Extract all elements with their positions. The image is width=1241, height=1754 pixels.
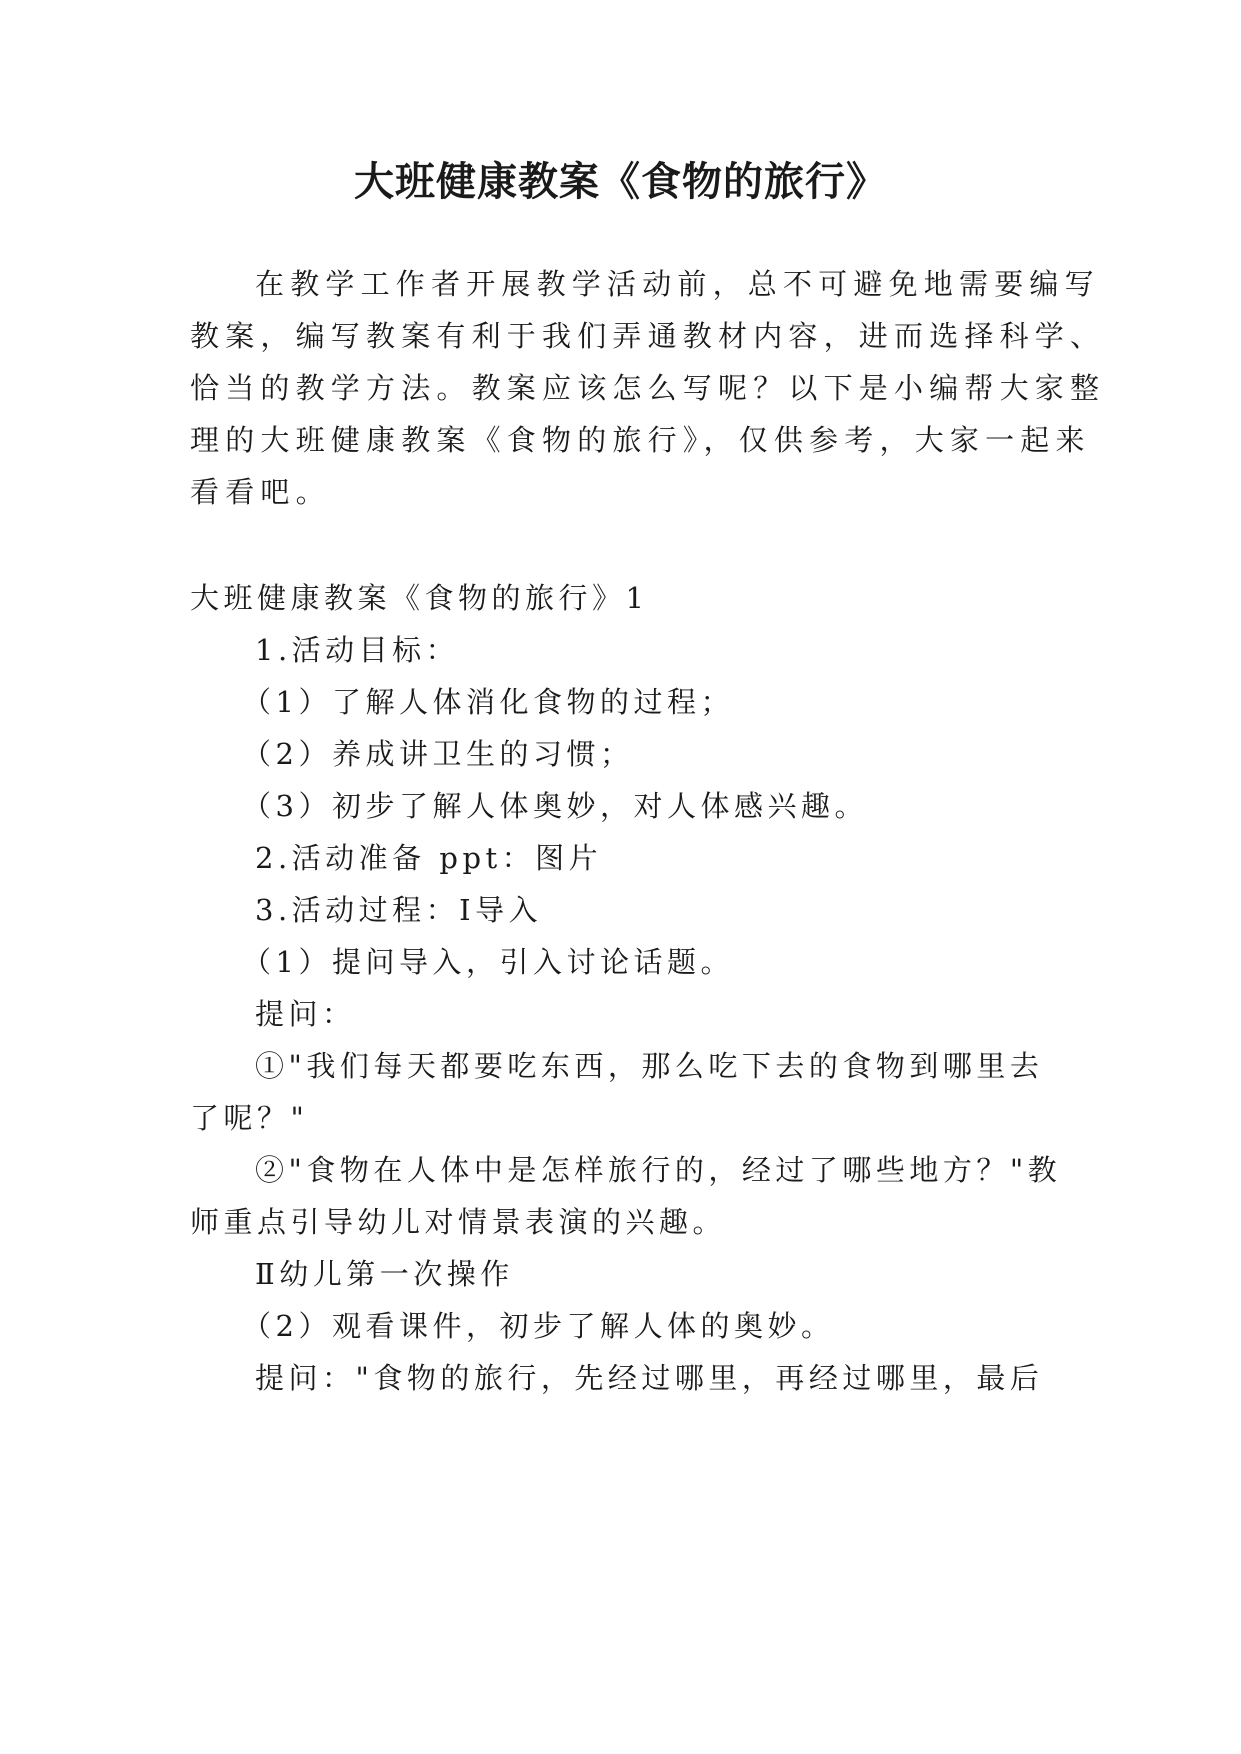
- body-line: （1）了解人体消化食物的过程；: [242, 685, 734, 719]
- body-line: 提问："食物的旅行，先经过哪里，再经过哪里，最后: [255, 1361, 1044, 1395]
- intro-line: 在教学工作者开展教学活动前，总不可避免地需要编写: [255, 267, 1100, 301]
- body-line: 师重点引导幼儿对情景表演的兴趣。: [190, 1205, 727, 1239]
- body-line: 2.活动准备 ppt：图片: [255, 841, 603, 875]
- intro-line: 看看吧。: [190, 475, 331, 509]
- section-heading: 大班健康教案《食物的旅行》1: [190, 581, 649, 615]
- body-line: Ⅱ幼儿第一次操作: [255, 1257, 514, 1291]
- intro-line: 理的大班健康教案《食物的旅行》，仅供参考，大家一起来: [190, 423, 1091, 457]
- body-line: ②"食物在人体中是怎样旅行的，经过了哪些地方？"教: [255, 1153, 1062, 1187]
- document-title: 大班健康教案《食物的旅行》: [354, 159, 887, 205]
- body-line: （1）提问导入，引入讨论话题。: [242, 945, 734, 979]
- body-line: 提问：: [255, 997, 356, 1031]
- body-line: （3）初步了解人体奥妙，对人体感兴趣。: [242, 789, 868, 823]
- body-line: （2）观看课件，初步了解人体的奥妙。: [242, 1309, 835, 1343]
- intro-line: 教案，编写教案有利于我们弄通教材内容，进而选择科学、: [190, 319, 1106, 353]
- intro-line: 恰当的教学方法。教案应该怎么写呢？以下是小编帮大家整: [190, 371, 1106, 405]
- body-line: 1.活动目标：: [255, 633, 460, 667]
- body-line: 了呢？": [190, 1101, 309, 1135]
- body-line: 3.活动过程：Ⅰ导入: [255, 893, 543, 927]
- body-line: ①"我们每天都要吃东西，那么吃下去的食物到哪里去: [255, 1049, 1044, 1083]
- body-line: （2）养成讲卫生的习惯；: [242, 737, 634, 771]
